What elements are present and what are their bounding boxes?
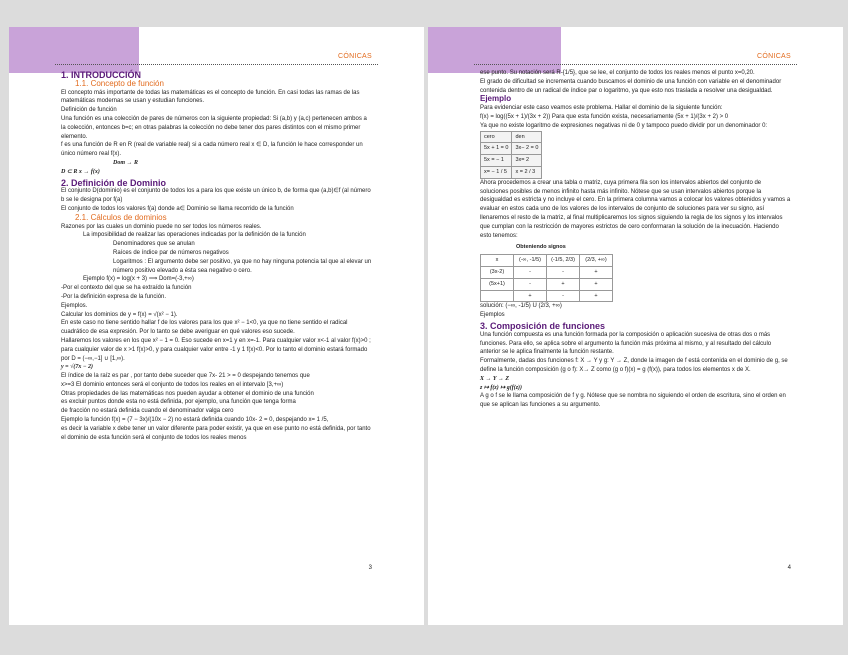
section-heading: Ejemplo <box>480 94 512 104</box>
paragraph: Ahora procedemos a crear una tabla o matriz, cuya primera fila son los intervalos abiertos del conjunto de soluciones posibles de menos infinito hasta más infinito. Nótese que se usan intervalos abiertos porque la desigualdad es estricta y no incluye el cero. En la primera columna vamos a colocar los valores obtenidos y vamos a evaluar en estos cada uno de los valores de los intervalos de conjunto de soluciones para ver su signo, así llenaremos el resto de la matriz, al final multiplicaremos los signos siguiendo la regla de los signos y los intervalos que cumplan con la restricción de mayores estrictos de cero conformaran la solución de la inecuación. Haciendo esto tenemos: <box>480 179 791 239</box>
page-number: 4 <box>787 565 791 571</box>
equation: Dom → R <box>113 159 139 166</box>
table-cell: 3x= 2 <box>512 155 542 167</box>
paragraph: Ya que no existe logaritmo de expresiones negativas ni de 0 y tampoco puedo dividir por un denominador 0: <box>480 122 768 129</box>
table-cell: 5x + 1 = 0 <box>481 143 512 155</box>
section-heading: 2. Definición de Dominio <box>61 177 167 188</box>
table-cell: + <box>580 290 613 302</box>
section-heading: 3. Composición de funciones <box>480 320 606 331</box>
running-header: CÓNICAS <box>338 53 372 60</box>
paragraph: El índice de la raíz es par , por tanto debe suceder que 7x- 21 > = 0 despejando tenemos que <box>61 373 310 380</box>
paragraph: f es una función de R en R (real de variable real) si a cada número real x ∈ D, la función le hace corresponder un único número real f(x). <box>61 142 363 158</box>
page-body <box>480 69 791 410</box>
paragraph: Una función compuesta es una función formada por la composición o aplicación sucesiva de otras dos o más funciones. Para ello, se aplica sobre el argumento la función más próxima al mismo, y al resultado del cálculo anterior se le aplica finalmente la función restante. <box>480 331 772 356</box>
paragraph: Calcular los dominios de y = f(x) = √(x² − 1). <box>61 311 178 318</box>
page-4 <box>428 27 843 625</box>
paragraph: Hallaremos los valores en los que x² − 1 = 0. Eso sucede en x=1 y en x=-1. Para cualquier valor x<-1 al valor f(x)>0 ; para cualquier valor de x >1 f(x)>0, y para cualquier valor entre -1 y 1 f(x)<0. Por lo tanto el dominio estará formado por D = (−∞,−1] ∪ [1,∞). <box>61 337 371 362</box>
section-heading: 1.1. Concepto de función <box>75 78 164 88</box>
equation: y = √(7x − 2) <box>61 364 94 371</box>
table-cell: - <box>547 266 580 278</box>
paragraph: Otras propiedades de las matemáticas nos pueden ayudar a obtener el dominio de una función <box>61 390 314 397</box>
table-cell: (3x-2) <box>481 266 514 278</box>
paragraph: -Por la definición expresa de la función. <box>61 293 167 300</box>
table-cell: 5x = − 1 <box>481 155 512 167</box>
table-cell: + <box>580 278 613 290</box>
page-corner-tab <box>428 27 561 73</box>
table-row <box>481 166 542 178</box>
table-cell: + <box>514 290 547 302</box>
paragraph: ese punto. Su notación será R-{1/5}, que se lee, el conjunto de todos los reales menos el punto x=0,20. <box>480 70 755 76</box>
running-header: CÓNICAS <box>757 53 791 60</box>
paragraph: La imposibilidad de realizar las operaciones indicadas por la definición de la función <box>83 232 306 239</box>
paragraph: En este caso no tiene sentido hallar f de los valores para los que x² − 1<0, ya que no tiene sentido el radical cuadrático de esa expresión. Por lo tanto se debe averiguar en qué valores eso sucede. <box>61 320 348 336</box>
equation: X → Y → Z <box>480 375 510 382</box>
table-row <box>481 143 542 155</box>
paragraph: El concepto más importante de todas las matemáticas es el concepto de función. En casi todas las ramas de las matemáticas modernas se usan y estudian funciones. <box>61 89 360 105</box>
table-cell: x <box>481 255 514 267</box>
table-row <box>481 155 542 167</box>
paragraph: de fracción no estará definida cuando el denominador valga cero <box>61 408 234 415</box>
paragraph: Para evidenciar este caso veamos este problema. Hallar el dominio de la siguiente función: <box>480 105 723 112</box>
paragraph: Ejemplo f(x) = log(x + 3) ⟹ Dom=(-3,+∞) <box>83 276 194 283</box>
table-row <box>481 290 613 302</box>
section-heading: 1. INTRODUCCIÓN <box>61 70 142 80</box>
table-cell: cero <box>481 131 512 143</box>
paragraph: Definición de función <box>61 107 117 114</box>
paragraph: x>=3 El dominio entonces será el conjunto de todos los reales en el intervalo [3,+∞) <box>61 381 284 388</box>
sign-table <box>480 254 613 302</box>
table-cell <box>481 290 514 302</box>
page-3 <box>9 27 424 625</box>
equation: D ⊂ R x → f(x) <box>61 168 100 175</box>
table-cell: - <box>514 278 547 290</box>
section-heading: 2.1. Cálculos de dominios <box>75 212 167 222</box>
table-cell: + <box>547 278 580 290</box>
table-row <box>481 131 542 143</box>
table-cell: (-∞, -1/5) <box>514 255 547 267</box>
table-row <box>481 278 613 290</box>
paragraph: solución: (−∞, -1/5) U (2/3, +∞) <box>480 303 562 310</box>
paragraph: Logaritmos : El argumento debe ser positivo, ya que no hay ninguna potencia tal que al elevar un número positivo elevado a ésta sea negativo o cero. <box>113 258 372 274</box>
equation: z ↦ f(z) ↦ g(f(z)) <box>480 384 523 391</box>
paragraph: El conjunto de todos los valores f(a) donde a∈ Dominio se llama recorrido de la función <box>61 205 294 212</box>
paragraph: Ejemplo la función f(x) = (7 − 3x)/(10x − 2) no estará definida cuando 10x- 2 = 0, despejando x= 1 /5, <box>61 417 329 424</box>
sign-table <box>480 131 542 179</box>
table-cell: (2/3, +∞) <box>580 255 613 267</box>
paragraph: El grado de dificultad se incrementa cuando buscamos el dominio de una función con variable en el denominador contenida dentro de un radical de índice par o logaritmo, ya que esto nos traslada a resolver una desigualdad. <box>480 78 782 94</box>
table-cell: (-1/5, 2/3) <box>547 255 580 267</box>
page-body <box>61 69 372 442</box>
table-cell: den <box>512 131 542 143</box>
table-row <box>481 255 613 267</box>
table-title: Obteniendo signos <box>516 244 566 251</box>
page-corner-tab <box>9 27 139 73</box>
paragraph: Ejemplos. <box>61 302 88 309</box>
table-cell: x = 2 / 3 <box>512 166 542 178</box>
paragraph: Formalmente, dadas dos funciones f: X → Y y g: Y → Z, donde la imagen de f está contenida en el dominio de g, se define la función composición (g o f): X→ Z como (g o f)(x) = g (f(x)), para todos los elementos x de X. <box>480 358 788 373</box>
table-cell: x= − 1 / 5 <box>481 166 512 178</box>
table-cell: + <box>580 266 613 278</box>
table-cell: 3x− 2 = 0 <box>512 143 542 155</box>
header-rule <box>474 64 797 65</box>
paragraph: Raíces de índice par de números negativos <box>113 249 229 256</box>
paragraph: Ejemplos <box>480 312 505 319</box>
paragraph: Razones por las cuales un dominio puede no ser todos los números reales. <box>61 223 262 230</box>
paragraph: Una función es una colección de pares de números con la siguiente propiedad: Si (a,b) y (a,c) pertenecen ambos a la colección, entonces b=c; en otras palabras la colección no debe tener dos pares distintos con el mismo primer elemento. <box>61 115 367 140</box>
paragraph: -Por el contexto del que se ha extraído la función <box>61 285 192 292</box>
paragraph: es excluir puntos donde esta no está definida, por ejemplo, una función que tenga forma <box>61 399 296 406</box>
table-cell: - <box>514 266 547 278</box>
paragraph: f(x) = log((5x + 1)/(3x + 2)) Para que esta función exista, necesariamente (5x + 1)/(3x + 2) > 0 <box>480 113 729 120</box>
header-rule <box>55 64 378 65</box>
page-number: 3 <box>368 565 372 571</box>
paragraph: es decir la variable x debe tener un valor diferente para poder existir, ya que en ese punto no está definida, por tanto el dominio de esta función será el conjunto de todos los reales menos <box>61 425 371 441</box>
paragraph: Denominadores que se anulan <box>113 241 195 248</box>
table-cell: - <box>547 290 580 302</box>
paragraph: A g o f se le llama composición de f y g. Nótese que se nombra no siguiendo el orden de escritura, sino el orden en que se aplican las funciones a su argumento. <box>480 393 786 409</box>
table-cell: (5x+1) <box>481 278 514 290</box>
paragraph: El conjunto D(dominio) es el conjunto de todos los a para los que existe un único b, de forma que (a,b)∈f (al número b se le designa por f(a) <box>61 188 371 204</box>
table-row <box>481 266 613 278</box>
